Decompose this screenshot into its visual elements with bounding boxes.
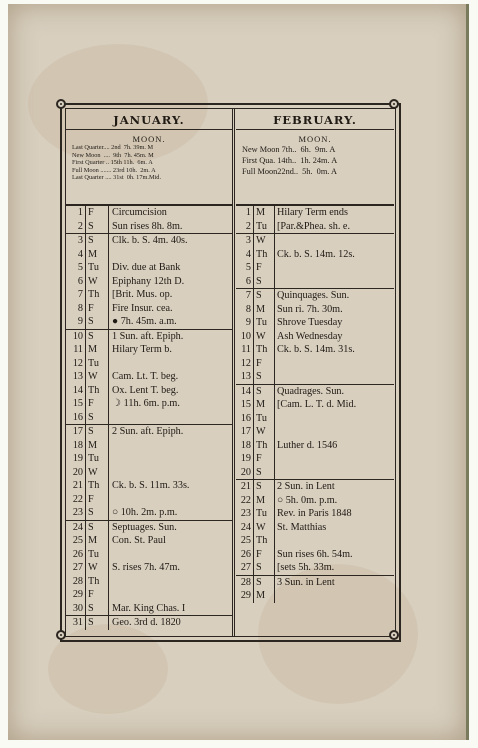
january-event: Hilary Term b. (112, 344, 172, 355)
january-day-number: 8 (77, 302, 83, 314)
february-day-number: 18 (240, 439, 251, 451)
february-day-number: 16 (240, 412, 251, 424)
january-day-number: 30 (72, 602, 83, 614)
january-day-row (66, 220, 232, 234)
february-day-number: 12 (240, 357, 251, 369)
january-moon-box (66, 134, 232, 205)
january-moon-phase: First Quarter .. 15th 11h. 6m. A (72, 159, 153, 167)
january-weekday: F (88, 398, 94, 409)
february-title: FEBRUARY. (236, 109, 394, 130)
january-event: Div. due at Bank (112, 262, 181, 273)
january-day-number: 14 (72, 384, 83, 396)
february-weekday: Tu (256, 508, 267, 519)
january-day-row (66, 357, 232, 371)
january-event: Ox. Lent T. beg. (112, 384, 179, 396)
january-weekday: Th (88, 289, 100, 300)
february-event: St. Matthias (277, 521, 327, 533)
february-moon-phase: New Moon 7th.. 6h. 9m. A (242, 145, 336, 154)
calendar-frame (60, 103, 401, 642)
february-day-row (236, 398, 394, 412)
january-day-number: 4 (77, 248, 83, 260)
february-day-row (236, 205, 394, 220)
january-day-number: 6 (77, 275, 83, 287)
february-weekday: M (256, 590, 266, 601)
february-weekday: Th (256, 344, 268, 355)
january-day-number: 27 (72, 562, 83, 573)
january-event: Circumcision (112, 207, 167, 218)
january-day-row (66, 548, 232, 562)
february-day-number: 20 (240, 466, 251, 478)
january-moon-phase: New Moon .... 9th 7h. 45m. M (72, 151, 154, 159)
february-day-row (236, 233, 394, 248)
february-day-row (236, 275, 394, 289)
january-weekday: W (88, 562, 98, 573)
february-moon-phase: Full Moon22nd.. 5h. 0m. A (242, 167, 337, 176)
january-day-row (66, 411, 232, 425)
january-weekday: F (88, 207, 94, 218)
january-day-row (66, 506, 232, 520)
january-day-number: 13 (72, 371, 83, 382)
february-weekday: S (256, 275, 262, 287)
february-event: [Par.&Phea. sh. e. (277, 220, 350, 232)
january-event: Con. St. Paul (112, 535, 166, 546)
january-day-row (66, 452, 232, 466)
january-weekday: W (88, 275, 98, 287)
february-day-row (236, 316, 394, 330)
february-day-number: 8 (245, 303, 251, 315)
february-event: Quinquages. Sun. (277, 290, 350, 301)
january-weekday: F (88, 589, 94, 600)
january-day-number: 5 (77, 262, 83, 273)
february-weekday: W (256, 521, 266, 533)
february-day-row (236, 330, 394, 344)
january-event: [Brit. Mus. op. (112, 289, 173, 300)
february-day-row (236, 370, 394, 384)
february-weekday: Tu (256, 317, 267, 328)
february-weekday: W (256, 235, 266, 246)
january-day-number: 11 (73, 344, 83, 355)
february-event: [Cam. L. T. d. Mid. (277, 399, 357, 410)
february-day-row (236, 548, 394, 562)
january-day-row (66, 520, 232, 535)
january-weekday: M (88, 248, 98, 260)
january-day-number: 31 (72, 617, 83, 628)
january-weekday: Tu (88, 357, 99, 369)
january-event: Clk. b. S. 4m. 40s. (112, 235, 188, 246)
january-weekday: S (88, 602, 94, 614)
february-day-row (236, 303, 394, 317)
february-event: Sun rises 6h. 54m. (277, 548, 353, 560)
february-day-number: 6 (245, 275, 251, 287)
january-day-number: 3 (77, 235, 83, 246)
february-day-number: 29 (240, 590, 251, 601)
february-event: Ash Wednesday (277, 330, 343, 342)
february-weekday: M (256, 399, 266, 410)
february-weekday: Th (256, 535, 268, 546)
february-day-number: 9 (245, 317, 251, 328)
january-event: Ck. b. S. 11m. 33s. (112, 480, 190, 491)
february-weekday: F (256, 453, 262, 464)
february-moon-phase: First Qua. 14th.. 1h. 24m. A (242, 156, 338, 165)
february-day-number: 17 (240, 426, 251, 437)
february-day-row (236, 507, 394, 521)
january-event: Geo. 3rd d. 1820 (112, 617, 181, 628)
january-day-row (66, 329, 232, 344)
january-days (66, 205, 232, 630)
february-day-number: 5 (245, 262, 251, 273)
february-day-number: 14 (240, 385, 251, 397)
february-day-row (236, 248, 394, 262)
february-event: 2 Sun. in Lent (277, 481, 335, 492)
january-weekday: Th (88, 575, 100, 587)
january-event: Sun rises 8h. 8m. (112, 220, 183, 232)
january-day-number: 7 (77, 289, 83, 300)
february-event: 3 Sun. in Lent (277, 576, 335, 588)
january-event: Mar. King Chas. I (112, 602, 186, 614)
january-moon-phase: Last Quarter .... 31st 0h. 17m.Mid. (72, 174, 162, 182)
february-day-number: 15 (240, 399, 251, 410)
january-day-row (66, 302, 232, 316)
january-event: Septuages. Sun. (112, 521, 177, 533)
february-day-row (236, 561, 394, 575)
february-day-number: 1 (245, 207, 251, 218)
january-weekday: Tu (88, 453, 99, 464)
month-divider (232, 109, 235, 636)
february-day-number: 28 (240, 576, 251, 588)
january-moon-phase: Full Moon ....... 23rd 10h. 2m. A (72, 166, 156, 174)
february-day-row (236, 412, 394, 426)
february-event: Hilary Term ends (277, 207, 348, 218)
february-event: Luther d. 1546 (277, 439, 338, 451)
january-day-row (66, 479, 232, 493)
february-day-number: 21 (240, 481, 251, 492)
january-day-row (66, 384, 232, 398)
february-weekday: M (256, 494, 266, 506)
january-day-row (66, 588, 232, 602)
february-day-row (236, 357, 394, 371)
january-column (66, 109, 232, 630)
february-day-number: 11 (241, 344, 251, 355)
february-day-row (236, 425, 394, 439)
january-day-number: 10 (72, 330, 83, 342)
january-moon-phases (66, 144, 232, 182)
february-day-row (236, 220, 394, 234)
january-day-number: 26 (72, 548, 83, 560)
february-day-row (236, 343, 394, 357)
january-weekday: S (88, 507, 94, 518)
january-event: 2 Sun. aft. Epiph. (112, 426, 184, 437)
january-weekday: Tu (88, 262, 99, 273)
february-moon-box (236, 134, 394, 205)
january-weekday: Th (88, 384, 100, 396)
february-day-number: 2 (245, 220, 251, 232)
february-day-number: 23 (240, 508, 251, 519)
january-day-row (66, 561, 232, 575)
february-weekday: S (256, 481, 262, 492)
january-day-row (66, 261, 232, 275)
january-day-row (66, 205, 232, 220)
january-day-row (66, 575, 232, 589)
january-weekday: M (88, 535, 98, 546)
february-day-row (236, 384, 394, 399)
february-day-row (236, 575, 394, 590)
january-day-number: 16 (72, 411, 83, 423)
february-weekday: S (256, 385, 262, 397)
february-day-row (236, 261, 394, 275)
january-day-row (66, 275, 232, 289)
corner-ornament-bottom-left (56, 630, 66, 640)
february-day-number: 13 (240, 371, 251, 382)
february-day-number: 27 (240, 562, 251, 573)
february-day-row (236, 288, 394, 303)
february-weekday: M (256, 303, 266, 315)
february-day-row (236, 534, 394, 548)
january-weekday: S (88, 411, 94, 423)
february-moon-title: MOON. (298, 134, 332, 144)
january-weekday: S (88, 617, 94, 628)
january-day-number: 21 (72, 480, 83, 491)
january-event: Epiphany 12th D. (112, 275, 185, 287)
january-weekday: M (88, 344, 98, 355)
january-event: ● 7h. 45m. a.m. (112, 316, 177, 327)
january-day-number: 18 (72, 439, 83, 451)
february-weekday: Th (256, 248, 268, 260)
january-event: Cam. Lt. T. beg. (112, 371, 179, 382)
february-weekday: W (256, 330, 266, 342)
january-event: Fire Insur. cea. (112, 302, 173, 314)
january-day-row (66, 233, 232, 248)
january-weekday: F (88, 302, 94, 314)
january-day-number: 28 (72, 575, 83, 587)
january-weekday: S (88, 330, 94, 342)
february-day-row (236, 452, 394, 466)
february-day-number: 24 (240, 521, 251, 533)
january-day-number: 24 (72, 521, 83, 533)
february-weekday: F (256, 262, 262, 273)
corner-ornament-top-left (56, 99, 66, 109)
february-event: Sun ri. 7h. 30m. (277, 303, 343, 315)
january-weekday: S (88, 521, 94, 533)
february-event: Ck. b. S. 14m. 12s. (277, 248, 355, 260)
january-event: ○ 10h. 2m. p.m. (112, 507, 178, 518)
january-day-row (66, 424, 232, 439)
january-day-number: 20 (72, 466, 83, 478)
february-day-row (236, 479, 394, 494)
calendar-inner-frame (65, 108, 396, 637)
january-day-row (66, 370, 232, 384)
february-day-row (236, 439, 394, 453)
january-day-row (66, 343, 232, 357)
january-day-number: 1 (77, 207, 83, 218)
january-weekday: F (88, 493, 94, 505)
february-column (236, 109, 394, 603)
corner-ornament-top-right (389, 99, 399, 109)
february-day-number: 22 (240, 494, 251, 506)
january-weekday: S (88, 235, 94, 246)
february-weekday: M (256, 207, 266, 218)
february-day-number: 19 (240, 453, 251, 464)
february-day-number: 26 (240, 548, 251, 560)
february-day-number: 4 (245, 248, 251, 260)
february-weekday: Th (256, 439, 268, 451)
january-moon-phase: Last Quarter.... 2nd 7h. 39m. M (72, 144, 154, 151)
january-day-row (66, 248, 232, 262)
january-day-number: 12 (72, 357, 83, 369)
february-day-row (236, 494, 394, 508)
january-weekday: Th (88, 480, 100, 491)
february-event: Ck. b. S. 14m. 31s. (277, 344, 355, 355)
february-weekday: S (256, 371, 262, 382)
january-day-row (66, 315, 232, 329)
january-day-number: 17 (72, 426, 83, 437)
january-weekday: Tu (88, 548, 99, 560)
february-weekday: S (256, 562, 262, 573)
february-weekday: S (256, 576, 262, 588)
january-day-number: 15 (72, 398, 83, 409)
february-weekday: Tu (256, 412, 267, 424)
february-event: Rev. in Paris 1848 (277, 508, 352, 519)
february-day-number: 25 (240, 535, 251, 546)
corner-ornament-bottom-right (389, 630, 399, 640)
january-weekday: M (88, 439, 98, 451)
january-event: ☽ 11h. 6m. p.m. (112, 398, 180, 409)
february-day-row (236, 589, 394, 603)
february-weekday: F (256, 548, 262, 560)
january-day-number: 25 (72, 535, 83, 546)
january-day-row (66, 397, 232, 411)
january-weekday: S (88, 220, 94, 232)
february-day-number: 7 (245, 290, 251, 301)
january-event: 1 Sun. aft. Epiph. (112, 330, 184, 342)
january-weekday: S (88, 316, 94, 327)
february-days (236, 205, 394, 603)
january-moon-title: MOON. (132, 134, 166, 144)
january-day-row (66, 602, 232, 616)
february-event: [sets 5h. 33m. (277, 562, 335, 573)
february-weekday: S (256, 290, 262, 301)
february-day-number: 10 (240, 330, 251, 342)
february-weekday: F (256, 357, 262, 369)
february-event: Quadrages. Sun. (277, 385, 345, 397)
january-title: JANUARY. (66, 109, 232, 130)
january-day-row (66, 534, 232, 548)
february-moon-phases (236, 144, 394, 177)
february-weekday: S (256, 466, 262, 478)
january-day-number: 29 (72, 589, 83, 600)
january-day-number: 23 (72, 507, 83, 518)
february-day-row (236, 466, 394, 480)
january-day-row (66, 288, 232, 302)
january-weekday: S (88, 426, 94, 437)
january-weekday: W (88, 371, 98, 382)
january-day-number: 19 (72, 453, 83, 464)
january-weekday: W (88, 466, 98, 478)
january-day-row (66, 466, 232, 480)
january-day-number: 9 (77, 316, 83, 327)
january-day-number: 2 (77, 220, 83, 232)
february-weekday: Tu (256, 220, 267, 232)
january-day-row (66, 615, 232, 630)
february-weekday: W (256, 426, 266, 437)
february-day-number: 3 (245, 235, 251, 246)
january-event: S. rises 7h. 47m. (112, 562, 180, 573)
february-event: Shrove Tuesday (277, 317, 343, 328)
february-day-row (236, 521, 394, 535)
january-day-number: 22 (72, 493, 83, 505)
january-day-row (66, 493, 232, 507)
january-day-row (66, 439, 232, 453)
february-event: ○ 5h. 0m. p.m. (277, 494, 338, 506)
